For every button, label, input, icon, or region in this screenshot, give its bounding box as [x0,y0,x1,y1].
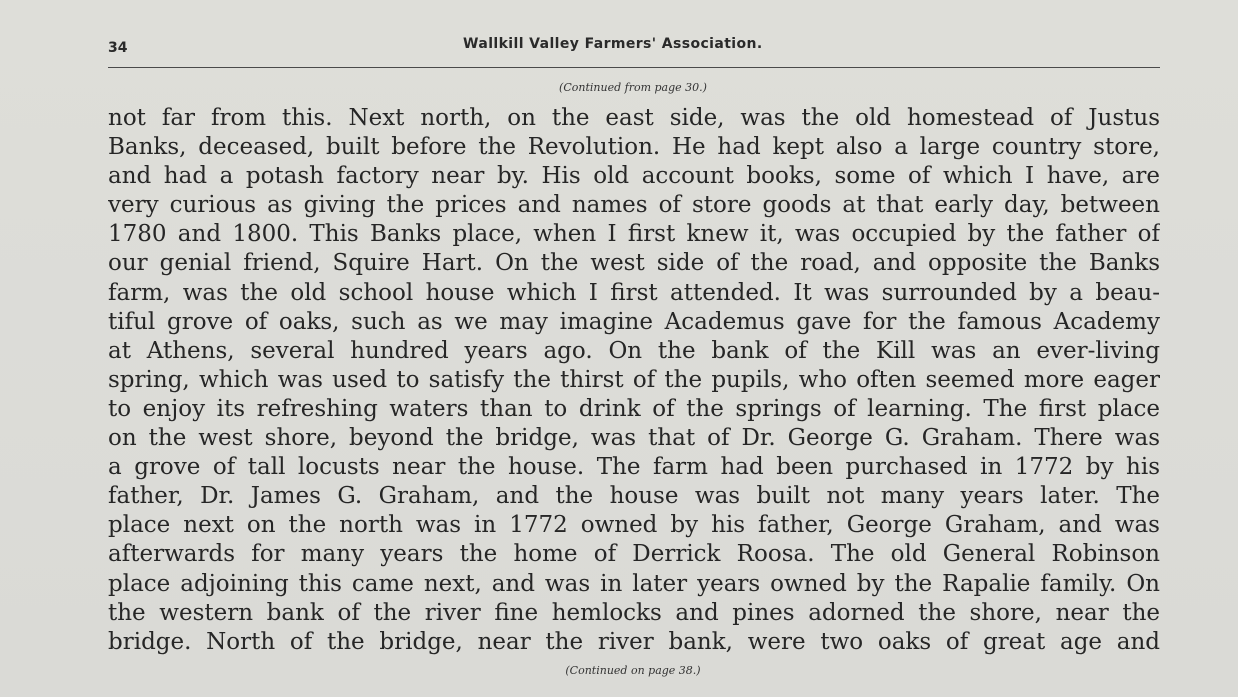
text-line: not far from this. Next north, on the east side, was the old homestead of Justus [108,105,1160,131]
text-line: place next on the north was in 1772 owned by his father, George Graham, and was [108,512,1160,539]
running-head-title: Wallkill Valley Farmers' Association. [463,36,763,52]
text-line: place adjoining this came next, and was in later years owned by the Rapalie family. On [108,570,1160,597]
text-line: 1780 and 1800. This Banks place, when I first knew it, was occupied by the father of [108,221,1160,248]
text-line: bridge. North of the bridge, near the river bank, were two oaks of great age and [108,628,1160,655]
text-line: father, Dr. James G. Graham, and the house was built not many years later. The [108,483,1160,510]
text-line: afterwards for many years the home of Derrick Roosa. The old General Robinson [108,541,1160,568]
text-line: very curious as giving the prices and names of store goods at that early day, between [108,192,1160,219]
text-line: at Athens, several hundred years ago. On the bank of the Kill was an ever-living [108,337,1160,364]
text-line: a grove of tall locusts near the house. The farm had been purchased in 1772 by his [108,454,1160,481]
header-rule [108,67,1160,68]
text-line: farm, was the old school house which I first attended. It was surrounded by a beau- [108,279,1160,306]
continued-on-note: (Continued on page 38.) [565,664,701,677]
text-line: on the west shore, beyond the bridge, was that of Dr. George G. Graham. There was [108,425,1160,452]
body-paragraph [108,104,1160,657]
continued-from-note: (Continued from page 30.) [559,81,707,94]
text-line: to enjoy its refreshing waters than to drink of the springs of learning. The first place [108,395,1160,422]
text-line: our genial friend, Squire Hart. On the west side of the road, and opposite the Banks [108,250,1160,277]
text-line: the western bank of the river fine hemlocks and pines adorned the shore, near the [108,599,1160,626]
text-line: spring, which was used to satisfy the thirst of the pupils, who often seemed more eager [108,366,1160,393]
text-line: Banks, deceased, built before the Revolution. He had kept also a large country store, [108,134,1160,161]
text-line: tiful grove of oaks, such as we may imagine Academus gave for the famous Academy [108,308,1160,335]
page-number: 34 [108,40,128,56]
text-line: and had a potash factory near by. His old account books, some of which I have, are [108,163,1160,190]
